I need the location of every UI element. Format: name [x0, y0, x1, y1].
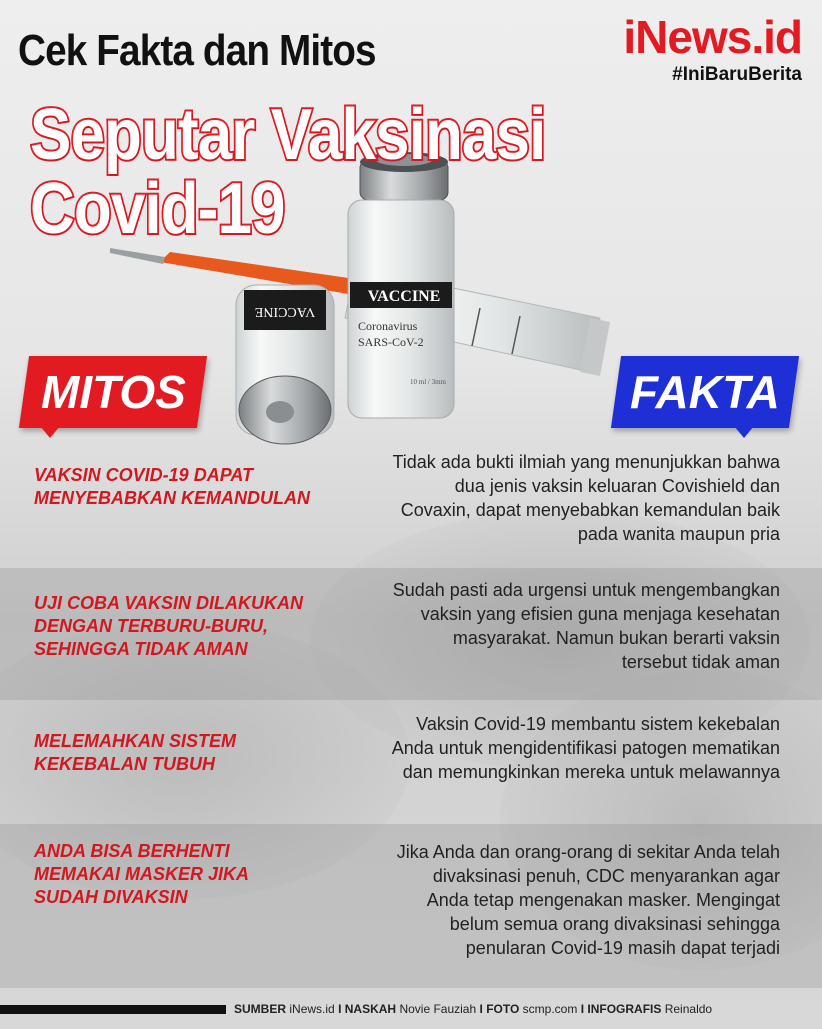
page-title: Cek Fakta dan Mitos [18, 26, 376, 75]
vial-label: VACCINE [367, 288, 441, 305]
mitos-badge [19, 356, 207, 428]
myth-text: UJI COBA VAKSIN DILAKUKAN DENGAN TERBURU-BURU, SEHINGGA TIDAK AMAN [34, 593, 304, 659]
fakta-badge [611, 356, 799, 428]
fakta-badge-text: FAKTA [630, 366, 780, 418]
separator: I [479, 1002, 483, 1016]
myth-text: MELEMAHKAN SISTEM KEKEBALAN TUBUH [34, 731, 236, 774]
fakta-badge-pointer [734, 426, 754, 438]
foto-value: scmp.com [522, 1002, 578, 1016]
myth-fact-list [0, 442, 822, 988]
fact-text: Tidak ada bukti ilmiah yang menunjukkan bahwa dua jenis vaksin keluaran Covishield dan Covaxin, dapat menyebabkan kemandulan baik pada wanita maupun pria [392, 452, 780, 544]
subtitle-line-2: Covid-19 [30, 169, 285, 249]
myth-fact-row [0, 568, 822, 700]
page-subtitle [30, 95, 546, 249]
sumber-label: SUMBER [234, 1002, 287, 1016]
mitos-badge-text: MITOS [40, 366, 186, 418]
sumber-value: iNews.id [289, 1002, 335, 1016]
vial-back-image [236, 285, 334, 444]
myth-fact-row [0, 700, 822, 824]
fact-text: Sudah pasti ada urgensi untuk mengembangkan vaksin yang efisien guna menjaga kesehatan masyarakat. Namun bukan berarti vaksin tersebut tidak aman [392, 580, 780, 672]
infografis-label: INFOGRAFIS [587, 1002, 662, 1016]
fact-text: Vaksin Covid-19 membantu sistem kekebalan Anda untuk mengidentifikasi patogen mematikan dan memungkinkan mereka untuk melawannya [391, 714, 780, 782]
credits-text [234, 1002, 712, 1016]
subtitle-line-1: Seputar Vaksinasi [30, 95, 546, 175]
foto-label: FOTO [486, 1002, 520, 1016]
vial-text-line1: Coronavirus [358, 319, 418, 333]
separator: I [338, 1002, 342, 1016]
myth-text: VAKSIN COVID-19 DAPAT MENYEBABKAN KEMANDULAN [34, 465, 310, 508]
mitos-badge-pointer [40, 426, 60, 438]
fact-text: Jika Anda dan orang-orang di sekitar Anda telah divaksinasi penuh, CDC menyarankan agar Anda tetap mengenakan masker. Mengingat belum semua orang divaksinasi sehingga penularan Covid-19 masih dapat terjadi [396, 842, 780, 958]
logo-tagline: #IniBaruBerita [672, 64, 802, 85]
myth-text: ANDA BISA BERHENTI MEMAKAI MASKER JIKA SUDAH DIVAKSIN [34, 841, 249, 907]
naskah-label: NASKAH [344, 1002, 397, 1016]
footer-bar [0, 1005, 226, 1014]
separator: I [580, 1002, 585, 1016]
logo-name: iNews.id [623, 11, 802, 63]
infografis-value: Reinaldo [664, 1002, 713, 1016]
brand-logo [623, 12, 802, 86]
vial-text-line2: SARS-CoV-2 [358, 335, 424, 349]
myth-fact-row [0, 824, 822, 988]
credits-footer [0, 998, 822, 1020]
vial-volume: 10 ml / 3mm [410, 378, 446, 386]
vial-back-label: VACCINE [254, 304, 316, 319]
myth-fact-row [0, 442, 822, 568]
naskah-value: Novie Fauziah [399, 1002, 477, 1016]
